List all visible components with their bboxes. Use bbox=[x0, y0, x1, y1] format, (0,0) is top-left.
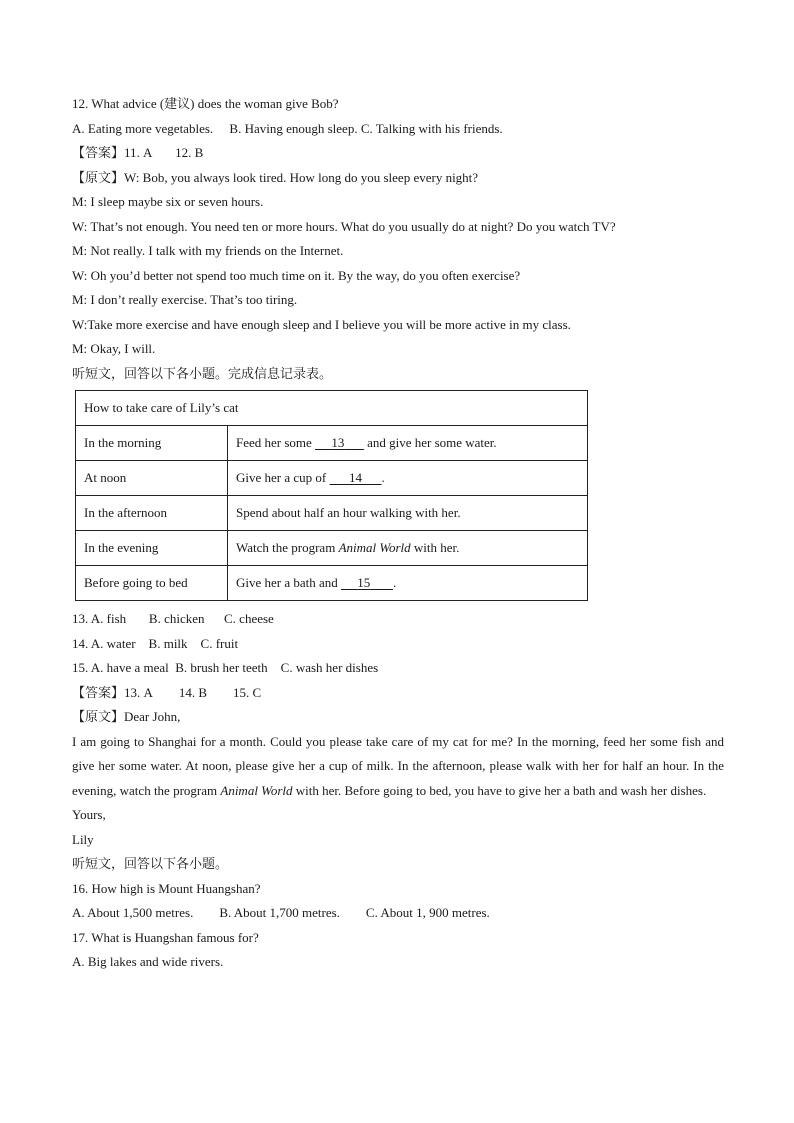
info-record-table bbox=[75, 390, 588, 601]
section-instruction: 听短文，回答以下各小题。完成信息记录表。 bbox=[72, 365, 333, 381]
transcript-line: W: Oh you’d better not spend too much time on it. By the way, do you often exercise? bbox=[72, 267, 521, 283]
program-title: Animal World bbox=[220, 782, 293, 798]
blank-number: 13 bbox=[331, 435, 345, 450]
question-17: 17. What is Huangshan famous for? bbox=[72, 929, 259, 945]
letter-text: with her. Before going to bed, you have to give her a bath and wash her dishes. bbox=[292, 782, 707, 798]
section-instruction: 听短文，回答以下各小题。 bbox=[72, 856, 229, 871]
table-row bbox=[76, 566, 588, 601]
letter-closing: Yours, bbox=[72, 807, 106, 822]
transcript-line: W: That’s not enough. You need ten or more hours. What do you usually do at night? Do you watch TV? bbox=[72, 218, 616, 234]
table-row bbox=[76, 426, 588, 461]
letter-body bbox=[72, 730, 724, 804]
transcript-line: 【原文】W: Bob, you always look tired. How long do you sleep every night? bbox=[72, 169, 479, 185]
table-cell-time: At noon bbox=[76, 461, 228, 496]
question-15: 15. A. have a meal B. brush her teeth C. wash her dishes bbox=[72, 660, 379, 675]
task-text: Give her a cup of bbox=[236, 470, 330, 485]
letter-text: I am going to Shanghai for a month. Could you please take care of my cat for me? In the morning, feed her some fish and give her some water. At noon, please give her a cup of milk. In the afternoon, please walk with her for half an hour. In the evening, watch the program bbox=[72, 733, 724, 798]
table-row bbox=[76, 461, 588, 496]
option-a: A. Eating more vegetables. bbox=[72, 120, 214, 136]
letter-signature: Lily bbox=[72, 831, 94, 847]
table-cell-time: In the morning bbox=[76, 426, 228, 461]
blank-number: 14 bbox=[349, 470, 362, 485]
task-text: . bbox=[393, 575, 397, 590]
table-cell-task bbox=[228, 566, 588, 601]
question-16: 16. How high is Mount Huangshan? bbox=[72, 880, 261, 896]
table-cell-task bbox=[228, 426, 588, 461]
transcript-line: M: Not really. I talk with my friends on the Internet. bbox=[72, 243, 344, 258]
task-text: and give her some water. bbox=[363, 435, 497, 450]
blank-number: 15 bbox=[357, 575, 371, 590]
question-17-options: A. Big lakes and wide rivers. bbox=[72, 954, 224, 969]
answer-blank bbox=[315, 435, 364, 451]
table-title-row bbox=[76, 391, 588, 426]
document-page bbox=[72, 92, 732, 975]
table-cell-task bbox=[228, 531, 588, 566]
answer-blank bbox=[330, 470, 382, 486]
task-text: Feed her some bbox=[236, 435, 316, 450]
question-12-options bbox=[72, 117, 732, 142]
transcript-line: M: Okay, I will. bbox=[72, 341, 156, 356]
question-13: 13. A. fish B. chicken C. cheese bbox=[72, 611, 274, 626]
transcript-line: M: I don’t really exercise. That’s too tiring. bbox=[72, 292, 298, 307]
table-cell-task bbox=[228, 461, 588, 496]
table-cell-task: Spend about half an hour walking with her. bbox=[228, 496, 588, 531]
transcript-line: M: I sleep maybe six or seven hours. bbox=[72, 194, 264, 209]
task-text: with her. bbox=[410, 540, 460, 555]
table-cell-time: Before going to bed bbox=[76, 566, 228, 601]
answer-11-12: 【答案】11. A 12. B bbox=[72, 145, 204, 160]
table-title: How to take care of Lily’s cat bbox=[76, 391, 588, 426]
table-row bbox=[76, 496, 588, 531]
option-b: B. Having enough sleep. bbox=[229, 120, 358, 136]
table-cell-time: In the evening bbox=[76, 531, 228, 566]
question-12: 12. What advice (建议) does the woman give Bob? bbox=[72, 96, 339, 111]
table-cell-time: In the afternoon bbox=[76, 496, 228, 531]
question-16-options: A. About 1,500 metres. B. About 1,700 metres. C. About 1, 900 metres. bbox=[72, 905, 490, 920]
answer-blank bbox=[341, 575, 393, 591]
program-title: Animal World bbox=[338, 540, 411, 555]
task-text: . bbox=[381, 470, 385, 485]
task-text: Give her a bath and bbox=[236, 575, 342, 590]
question-14: 14. A. water B. milk C. fruit bbox=[72, 635, 239, 651]
answer-13-15: 【答案】13. A 14. B 15. C bbox=[72, 684, 262, 700]
task-text: Watch the program bbox=[236, 540, 339, 555]
letter-greeting: 【原文】Dear John, bbox=[72, 709, 181, 724]
transcript-line: W:Take more exercise and have enough sleep and I believe you will be more active in my class. bbox=[72, 316, 571, 332]
table-row bbox=[76, 531, 588, 566]
option-c: C. Talking with his friends. bbox=[360, 120, 503, 136]
